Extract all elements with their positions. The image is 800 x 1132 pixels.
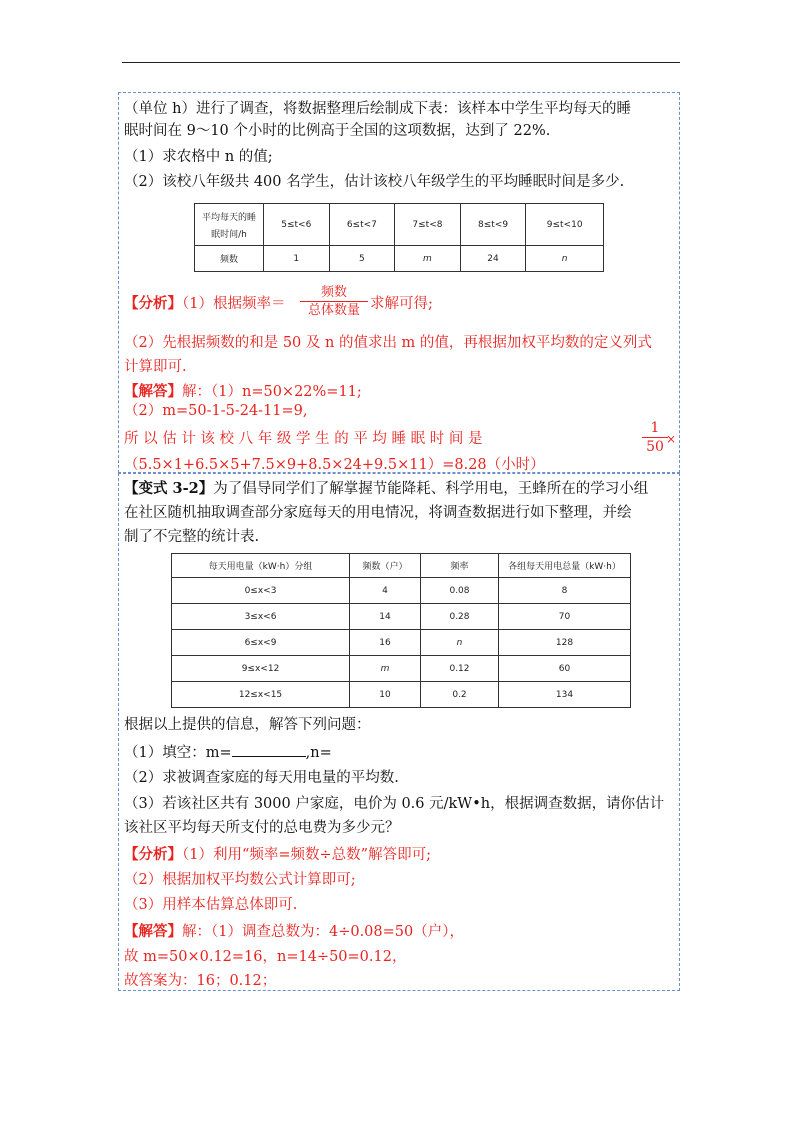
table-cell: 16 xyxy=(350,630,421,656)
table-cell: 0≤x<3 xyxy=(172,578,350,604)
table-cell: 10 xyxy=(350,682,421,708)
table-cell: 60 xyxy=(499,656,631,682)
answer-blank-m xyxy=(232,742,306,757)
p1-line1: （单位 h）进行了调查，将数据整理后绘制成下表：该样本中学生平均每天的睡 xyxy=(124,101,631,117)
table-header-cell: 频率 xyxy=(421,554,499,578)
table-header-cell: 每天用电量（kW·h）分组 xyxy=(172,554,350,578)
table-cell: n xyxy=(421,630,499,656)
table-cell: 6≤x<9 xyxy=(172,630,350,656)
p2-answer-1 xyxy=(124,922,464,942)
table-cell: 1 xyxy=(264,246,330,272)
fraction-denominator: 总体数量 xyxy=(307,303,360,318)
table-cell: 24 xyxy=(460,246,526,272)
one-fiftieth-fraction xyxy=(642,419,668,456)
p2-analysis-2: （2）根据加权平均数公式计算即可; xyxy=(124,872,356,888)
table-cell: 0.08 xyxy=(421,578,499,604)
p2-analysis-1 xyxy=(124,845,431,865)
p1-analysis-1-post: 求解可得; xyxy=(370,296,433,312)
p1-answer-4: （5.5×1+6.5×5+7.5×9+8.5×24+9.5×11）=8.28（小时） xyxy=(124,457,545,473)
table-cell: 128 xyxy=(499,630,631,656)
table-header-cell: 9≤t<10 xyxy=(526,204,604,246)
p1-question2: （2）该校八年级共 400 名学生，估计该校八年级学生的平均睡眠时间是多少. xyxy=(124,174,625,190)
table-header-cell: 7≤t<8 xyxy=(395,204,461,246)
table-cell: 5 xyxy=(329,246,395,272)
table-cell: 0.12 xyxy=(421,656,499,682)
analysis-1-text: （1）利用“频率=频数÷总数”解答即可; xyxy=(182,847,431,863)
p1-answer-3: 所 以 估 计 该 校 八 年 级 学 生 的 平 均 睡 眠 时 间 是 xyxy=(124,431,483,447)
table-header-cell: 5≤t<6 xyxy=(264,204,330,246)
header-rule xyxy=(122,62,680,63)
p2-line1-text: 为了倡导同学们了解掌握节能降耗、科学用电，王蜂所在的学习小组 xyxy=(213,481,649,497)
table-header-label: 平均每天的睡 眠时间/h xyxy=(195,204,264,246)
q1-suffix: ,n= xyxy=(305,745,332,761)
electricity-usage-table xyxy=(171,553,631,708)
table-cell: 70 xyxy=(499,604,631,630)
p2-question2: （2）求被调查家庭的每天用电量的平均数. xyxy=(124,770,399,786)
table-cell: m xyxy=(395,246,461,272)
table-cell: 9≤x<12 xyxy=(172,656,350,682)
p1-analysis-1 xyxy=(124,294,285,314)
variant-tag: 【变式 3-2】 xyxy=(124,480,214,497)
analysis-tag: 【分析】 xyxy=(124,846,182,863)
table-cell: 0.28 xyxy=(421,604,499,630)
table-header-cell: 6≤t<7 xyxy=(329,204,395,246)
analysis-tag: 【分析】 xyxy=(124,295,182,312)
sleep-frequency-table xyxy=(194,203,604,272)
table-header-cell: 8≤t<9 xyxy=(460,204,526,246)
answer-1-text: 解：（1）调查总数为：4÷0.08=50（户）， xyxy=(182,924,464,940)
table-cell: m xyxy=(350,656,421,682)
p2-line3: 制了不完整的统计表. xyxy=(124,529,260,545)
table-cell: 8 xyxy=(499,578,631,604)
fraction-denominator: 50 xyxy=(646,439,664,455)
p1-question1: （1）求农格中 n 的值; xyxy=(124,149,273,165)
p2-line2: 在社区随机抽取调查部分家庭每天的用电情况，将调查数据进行如下整理，并绘 xyxy=(124,505,632,521)
table-cell: 134 xyxy=(499,682,631,708)
p1-analysis-2a: （2）先根据频数的和是 50 及 n 的值求出 m 的值，再根据加权平均数的定义列式 xyxy=(124,335,652,351)
frequency-fraction xyxy=(300,284,368,319)
answer-1-text: 解：（1）n=50×22%=11; xyxy=(182,384,362,400)
p2-answer-3: 故答案为：16；0.12； xyxy=(124,973,277,989)
p1-answer-2: （2）m=50-1-5-24-11=9, xyxy=(124,403,308,419)
table-row-label: 频数 xyxy=(195,246,264,272)
p1-analysis-2b: 计算即可. xyxy=(124,359,187,375)
analysis-1-pre: （1）根据频率＝ xyxy=(182,296,286,312)
answer-tag: 【解答】 xyxy=(124,923,182,940)
p2-analysis-3: （3）用样本估算总体即可. xyxy=(124,897,298,913)
p2-question3b: 该社区平均每天所支付的总电费为多少元？ xyxy=(124,820,400,836)
table-header-cell: 各组每天用电总量（kW·h） xyxy=(499,554,631,578)
q1-prefix: （1）填空：m= xyxy=(124,745,232,761)
p2-answer-2: 故 m=50×0.12=16，n=14÷50=0.12， xyxy=(124,949,407,965)
p2-question1 xyxy=(124,742,332,763)
p2-line1 xyxy=(124,479,648,499)
p1-answer-3-times: × xyxy=(666,432,677,446)
fraction-numerator: 频数 xyxy=(320,285,347,300)
p2-intro: 根据以上提供的信息，解答下列问题： xyxy=(124,717,371,733)
table-header-cell: 频数（户） xyxy=(350,554,421,578)
fraction-numerator: 1 xyxy=(650,420,660,436)
p1-answer-1 xyxy=(124,382,362,402)
table-cell: 14 xyxy=(350,604,421,630)
table-cell: 3≤x<6 xyxy=(172,604,350,630)
table-cell: 12≤x<15 xyxy=(172,682,350,708)
table-cell: 0.2 xyxy=(421,682,499,708)
table-cell: n xyxy=(526,246,604,272)
answer-tag: 【解答】 xyxy=(124,383,182,400)
table-cell: 4 xyxy=(350,578,421,604)
p2-question3a: （3）若该社区共有 3000 户家庭，电价为 0.6 元/kW•h，根据调查数据，请你估计 xyxy=(124,796,665,812)
p1-line2: 眠时间在 9～10 个小时的比例高于全国的这项数据，达到了 22%. xyxy=(124,123,551,139)
